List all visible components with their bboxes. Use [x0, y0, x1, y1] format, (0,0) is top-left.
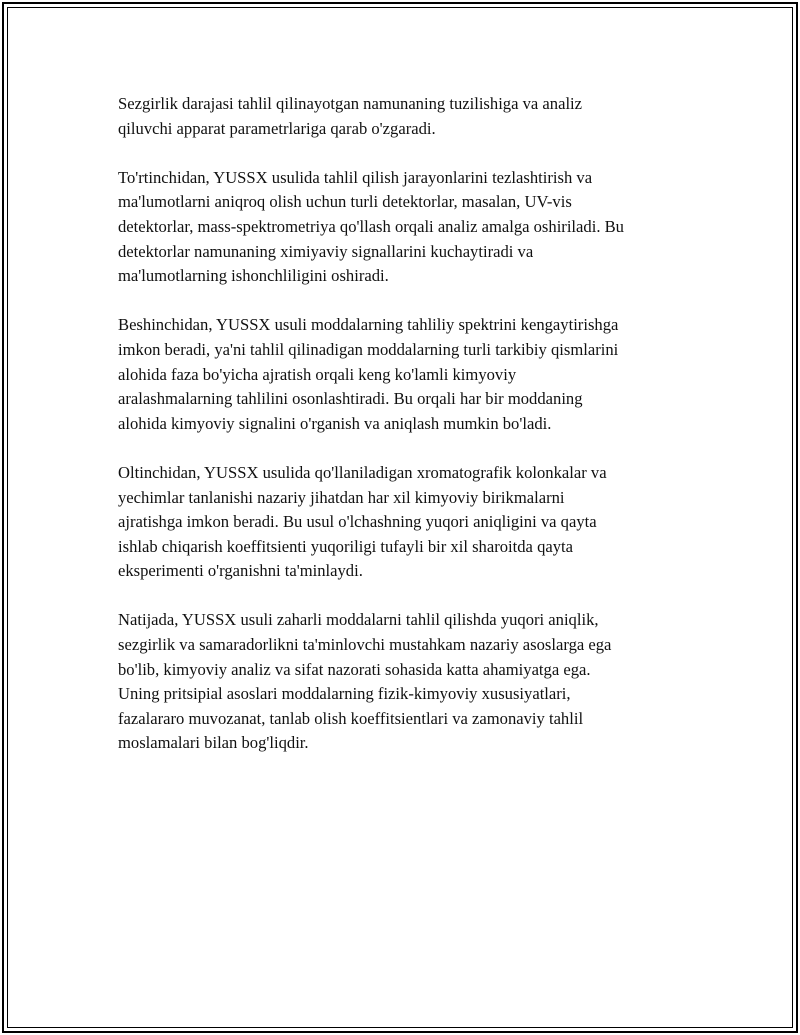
paragraph-sensitivity: Sezgirlik darajasi tahlil qilinayotgan namunaning tuzilishiga va analiz qiluvchi apparat parametrlariga qarab o'zgaradi. — [118, 94, 583, 138]
paragraph-conclusion: Natijada, YUSSX usuli zaharli moddalarni tahlil qilishda yuqori aniqlik, sezgirlik va samaradorlikni ta'minlovchi mustahkam nazariy asoslarga ega bo'lib, kimyoviy analiz va sifat nazorati sohasida katta ahamiyatga ega. Uning pritsipial asoslari moddalarning fizik-kimyoviy xususiyatlari, fazalararo muvozanat, tanlab olish koeffitsientlari va zamonaviy tahlil moslamalari bilan bog'liqdir. — [118, 610, 612, 753]
paragraph-fifth: Beshinchidan, YUSSX usuli moddalarning tahliliy spektrini kengaytirishga imkon beradi, ya'ni tahlil qilinadigan moddalarning turli tarkibiy qismlarini alohida faza bo'yicha ajratish orqali keng ko'lamli kimyoviy aralashmalarning tahlilini osonlashtiradi. Bu orqali har bir moddaning alohida kimyoviy signalini o'rganish va aniqlash mumkin bo'ladi. — [118, 315, 619, 433]
paragraph-fourth: To'rtinchidan, YUSSX usulida tahlil qilish jarayonlarini tezlashtirish va ma'lumotlarni aniqroq olish uchun turli detektorlar, masalan, UV-vis detektorlar, mass-spektrometriya qo'llash orqali analiz amalga oshiriladi. Bu detektorlar namunaning ximiyaviy signallarini kuchaytiradi va ma'lumotlarning ishonchliligini oshiradi. — [118, 167, 624, 286]
document-body — [118, 92, 688, 781]
paragraph-sixth: Oltinchidan, YUSSX usulida qo'llaniladigan xromatografik kolonkalar va yechimlar tanlanishi nazariy jihatdan har xil kimyoviy birikmalarni ajratishga imkon beradi. Bu usul o'lchashning yuqori aniqligini va qayta ishlab chiqarish koeffitsienti yuqoriligi tufayli bir xil sharoitda qayta eksperimenti o'rganishni ta'minlaydi. — [118, 462, 607, 581]
